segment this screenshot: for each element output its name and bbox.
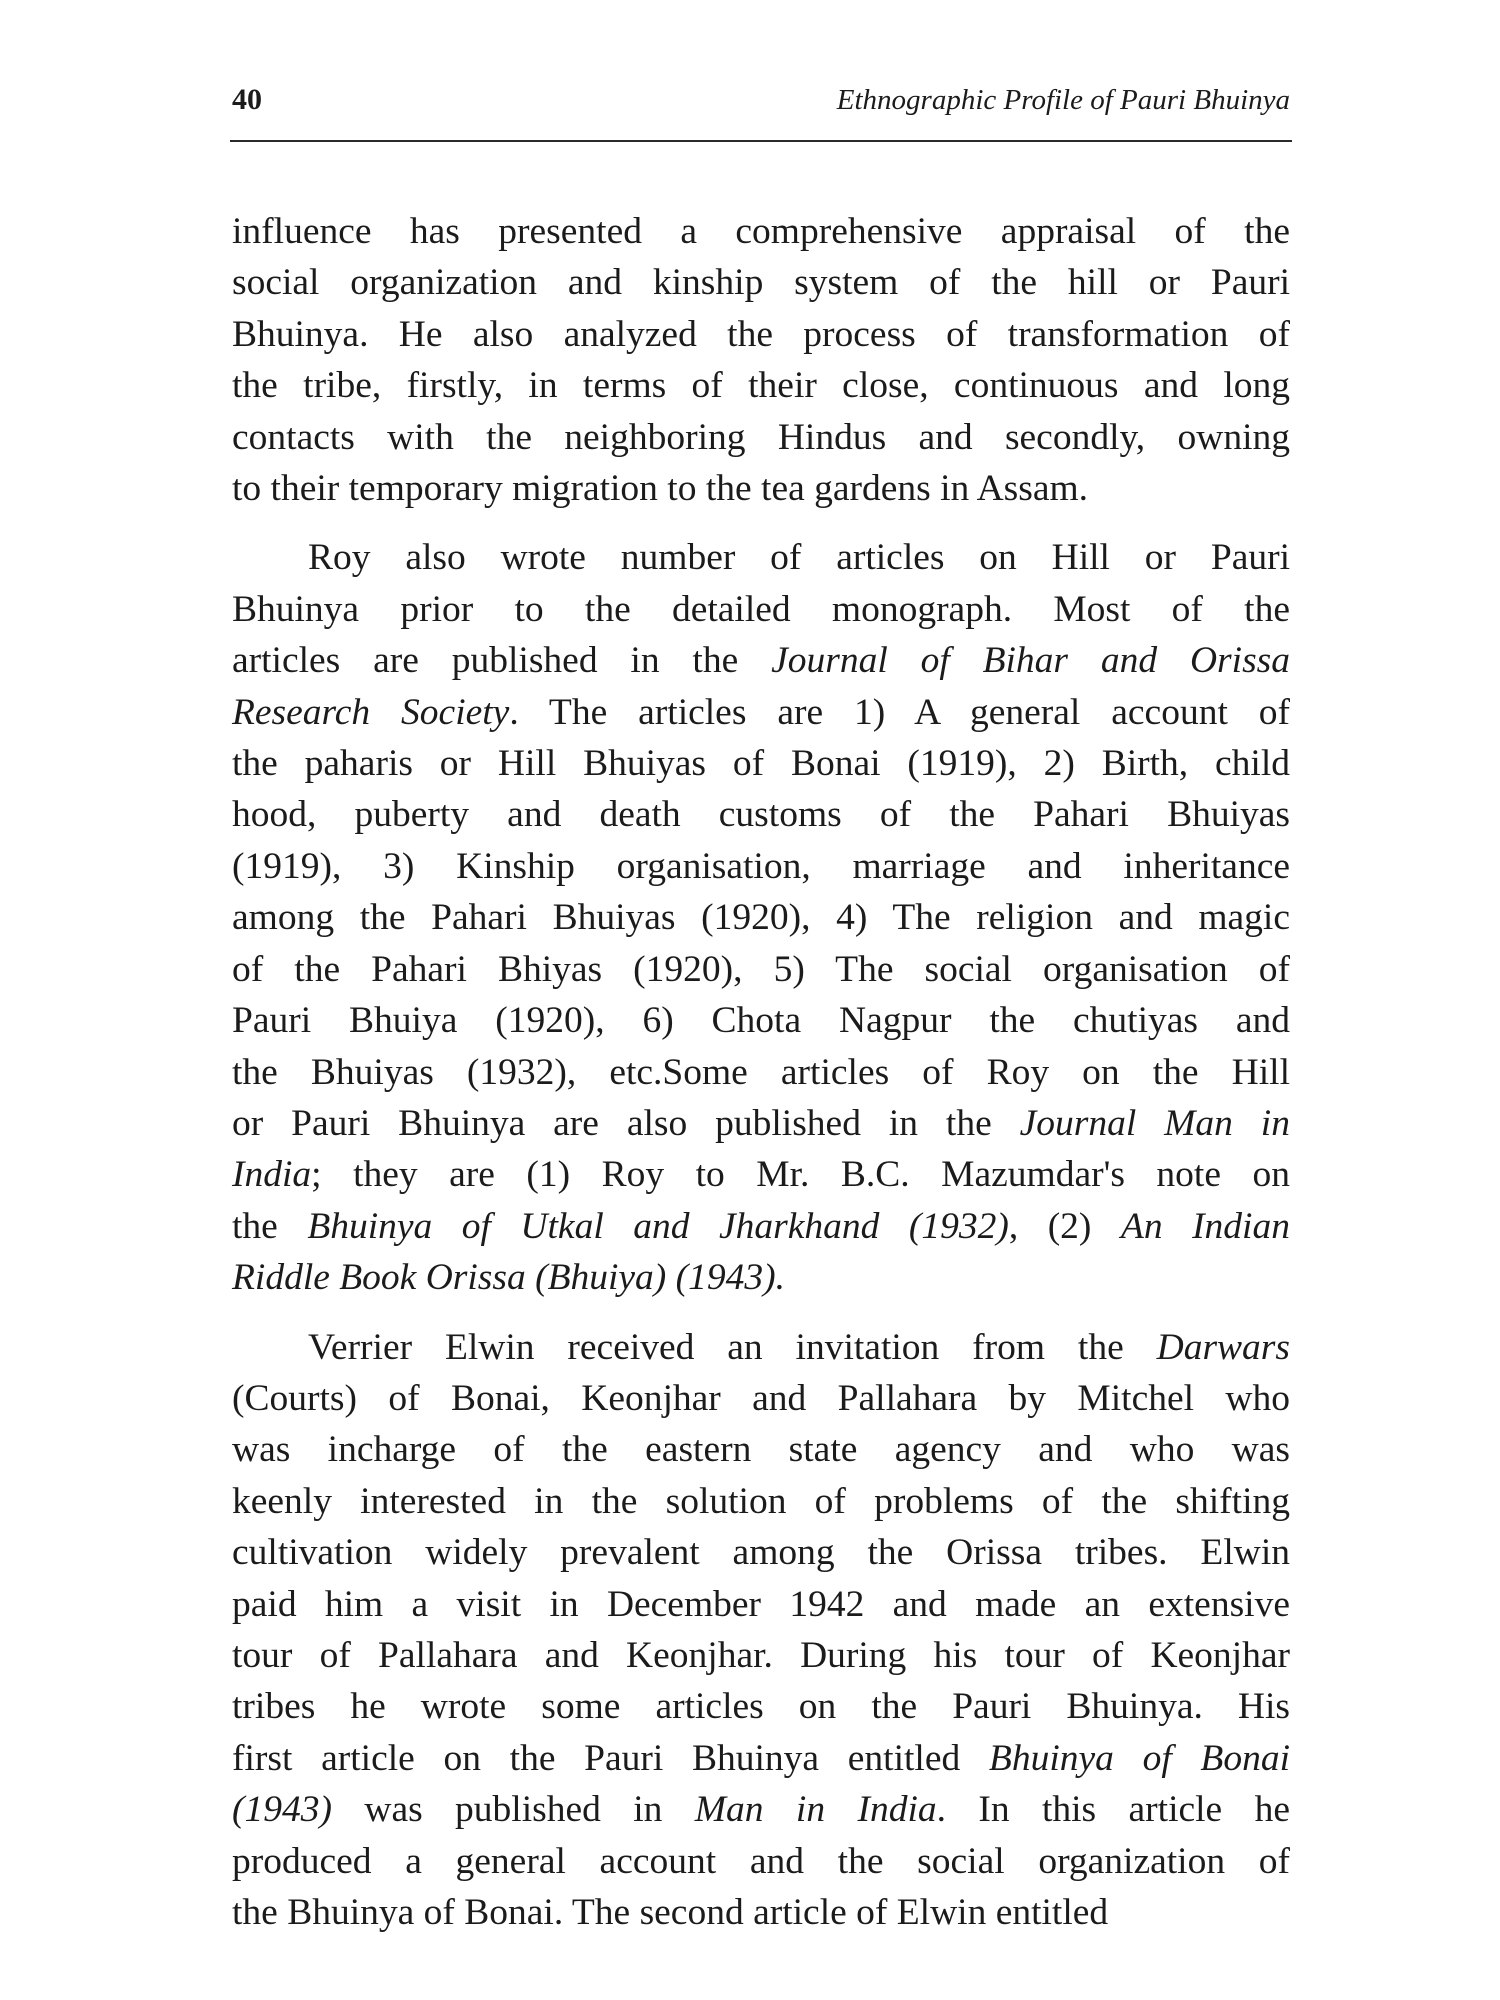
text-line — [232, 532, 1290, 583]
text-line — [232, 892, 1290, 943]
text-line — [232, 1424, 1290, 1475]
text-line — [232, 944, 1290, 995]
text-line — [232, 206, 1290, 257]
text-line — [232, 1579, 1290, 1630]
text-run: influence has presented a comprehensive appraisal of the — [232, 211, 1290, 252]
text-run: first article on the Pauri Bhuinya entitled — [232, 1737, 989, 1779]
text-run: the Bhuiyas (1932), etc.Some articles of Roy on the Hill — [232, 1051, 1290, 1093]
italic-text: An Indian — [1120, 1205, 1290, 1247]
italic-text: Man in India — [694, 1789, 937, 1831]
italic-text: India — [232, 1154, 312, 1196]
italic-text: Riddle Book Orissa (Bhuiya) (1943). — [232, 1257, 786, 1299]
text-run: cultivation widely prevalent among the Orissa tribes. Elwin — [232, 1532, 1290, 1574]
text-run: of the Pahari Bhiyas (1920), 5) The social organisation of — [232, 948, 1290, 990]
text-run: . In this article he — [936, 1789, 1290, 1831]
text-line — [232, 1630, 1290, 1681]
text-line — [232, 257, 1290, 308]
text-line — [232, 1681, 1290, 1732]
text-run: among the Pahari Bhuiyas (1920), 4) The religion and magic — [232, 897, 1290, 939]
text-run: was incharge of the eastern state agency and who was — [232, 1429, 1290, 1471]
text-run: ; they are (1) Roy to Mr. B.C. Mazumdar's note on — [311, 1154, 1290, 1196]
text-run: was published in — [331, 1789, 695, 1831]
italic-text: Bhuinya of Utkal and Jharkhand (1932) — [307, 1205, 1009, 1247]
text-run: the tribe, firstly, in terms of their close, continuous and long — [232, 365, 1290, 407]
body-text — [232, 206, 1290, 1956]
paragraph — [232, 1322, 1290, 1939]
text-run: Roy also wrote number of articles on Hill or Pauri — [308, 537, 1290, 579]
running-head — [232, 80, 1290, 124]
text-run: social organization and kinship system of the hill or Pauri — [232, 262, 1290, 304]
running-title: Ethnographic Profile of Pauri Bhuinya — [836, 84, 1290, 116]
text-run: tour of Pallahara and Keonjhar. During his tour of Keonjhar — [232, 1634, 1290, 1676]
paragraph — [232, 206, 1290, 514]
text-run: Bhuinya. He also analyzed the process of transformation of — [232, 313, 1290, 355]
text-line — [232, 1252, 1290, 1303]
text-run: contacts with the neighboring Hindus and secondly, owning — [232, 416, 1290, 458]
text-line — [232, 1098, 1290, 1149]
text-run: Bhuinya prior to the detailed monograph. Most of the — [232, 588, 1290, 630]
text-run: . The articles are 1) A general account of — [509, 691, 1291, 733]
text-line — [232, 360, 1290, 411]
text-line — [232, 463, 1290, 514]
italic-text: Research Society — [232, 691, 510, 733]
text-line — [232, 995, 1290, 1046]
text-line — [232, 1476, 1290, 1527]
text-run: the paharis or Hill Bhuiyas of Bonai (1919), 2) Birth, child — [232, 743, 1290, 785]
text-line — [232, 1047, 1290, 1098]
text-run: hood, puberty and death customs of the Pahari Bhuiyas — [232, 794, 1290, 836]
text-run: (1919), 3) Kinship organisation, marriage and inheritance — [232, 845, 1290, 887]
text-line — [232, 1733, 1290, 1784]
text-line — [232, 584, 1290, 635]
page-number: 40 — [232, 83, 262, 116]
text-line — [232, 738, 1290, 789]
italic-text: (1943) — [232, 1789, 332, 1831]
text-line — [232, 687, 1290, 738]
text-run: produced a general account and the social organization of — [232, 1840, 1290, 1882]
text-run: paid him a visit in December 1942 and made an extensive — [232, 1583, 1290, 1625]
text-run: or Pauri Bhuinya are also published in the — [232, 1102, 1020, 1144]
text-run: (Courts) of Bonai, Keonjhar and Pallahara by Mitchel who — [232, 1377, 1290, 1419]
italic-text: Darwars — [1156, 1326, 1290, 1368]
italic-text: Journal Man in — [1019, 1102, 1290, 1144]
text-line — [232, 1373, 1290, 1424]
text-line — [232, 1784, 1290, 1835]
italic-text: Journal of Bihar and Orissa — [771, 640, 1291, 682]
text-line — [232, 841, 1290, 892]
text-run: keenly interested in the solution of problems of the shifting — [232, 1480, 1290, 1522]
text-line — [232, 1322, 1290, 1373]
text-line — [232, 1201, 1290, 1252]
text-run: the Bhuinya of Bonai. The second article of Elwin entitled — [232, 1892, 1109, 1933]
text-run: the — [232, 1205, 308, 1247]
text-line — [232, 1836, 1290, 1887]
italic-text: Bhuinya of Bonai — [988, 1737, 1290, 1779]
text-line — [232, 635, 1290, 686]
text-run: articles are published in the — [232, 640, 772, 682]
text-run: to their temporary migration to the tea gardens in Assam. — [232, 468, 1089, 510]
text-line — [232, 412, 1290, 463]
header-divider — [230, 140, 1292, 142]
text-line — [232, 789, 1290, 840]
text-line — [232, 309, 1290, 360]
text-run: Pauri Bhuiya (1920), 6) Chota Nagpur the chutiyas and — [232, 1000, 1290, 1042]
text-line — [232, 1149, 1290, 1200]
paragraph — [232, 532, 1290, 1303]
text-line — [232, 1887, 1290, 1938]
text-run: , (2) — [1008, 1205, 1121, 1247]
text-line — [232, 1527, 1290, 1578]
text-run: tribes he wrote some articles on the Pauri Bhuinya. His — [232, 1686, 1290, 1728]
text-run: Verrier Elwin received an invitation from the — [308, 1326, 1157, 1368]
